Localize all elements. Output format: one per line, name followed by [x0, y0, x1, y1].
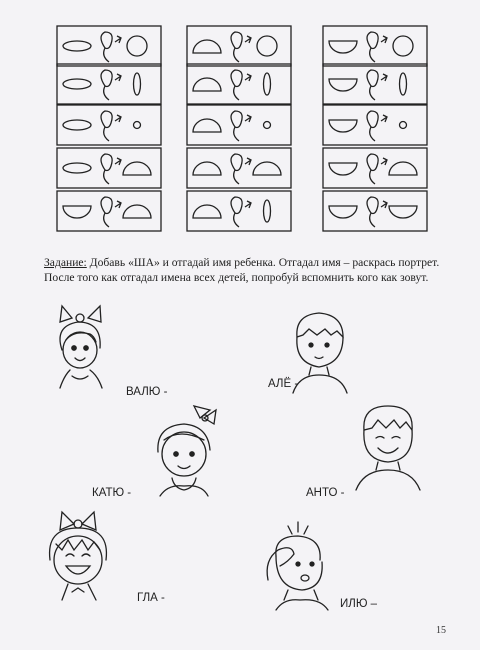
- dome-shape: [193, 119, 221, 132]
- grid-cell: [57, 26, 161, 66]
- ellipse-v-shape: [264, 200, 271, 222]
- balloon-shape: [367, 111, 378, 141]
- girl-portrait-katyusha: [150, 404, 230, 500]
- grid-cell: [323, 148, 427, 188]
- dome-shape: [193, 78, 221, 91]
- task-line-2: После того как отгадал имена всех детей, попробуй вспомнить кого как зовут.: [44, 271, 429, 284]
- dome-shape: [123, 162, 151, 175]
- name-anto: АНТО -: [306, 487, 345, 499]
- girl-bow-portrait: [50, 300, 130, 392]
- grid-cell: [57, 191, 161, 231]
- name-gla: ГЛА -: [137, 592, 165, 604]
- balloon-shape: [101, 197, 112, 227]
- balloon-shape: [367, 197, 378, 227]
- dot-shape: [134, 122, 141, 129]
- ellipse-h-shape: [63, 41, 91, 51]
- dome-shape: [123, 205, 151, 218]
- balloon-shape: [231, 32, 242, 62]
- ellipse-v-shape: [134, 73, 141, 95]
- arrow-shape: [115, 74, 121, 81]
- bowl-shape: [329, 79, 357, 91]
- balloon-shape: [231, 111, 242, 141]
- arrow-shape: [115, 158, 121, 165]
- circle-shape: [257, 36, 277, 56]
- balloon-shape: [367, 32, 378, 62]
- arrow-shape: [245, 74, 251, 81]
- grid-cell: [323, 64, 427, 104]
- balloon-shape: [101, 70, 112, 100]
- grid-cell: [323, 26, 427, 66]
- arrow-shape: [245, 158, 251, 165]
- dome-shape: [253, 162, 281, 175]
- grid-cell: [57, 105, 161, 145]
- circle-shape: [393, 36, 413, 56]
- name-valyu: ВАЛЮ -: [126, 386, 168, 398]
- arrow-shape: [115, 115, 121, 122]
- bowl-shape: [329, 41, 357, 53]
- ellipse-v-shape: [400, 73, 407, 95]
- bowl-shape: [389, 206, 417, 218]
- dot-shape: [400, 122, 407, 129]
- grid-cell: [187, 26, 291, 66]
- arrow-shape: [381, 74, 387, 81]
- boy-portrait-antosha: [350, 400, 428, 492]
- balloon-shape: [367, 154, 378, 184]
- name-ilyu: ИЛЮ –: [340, 598, 378, 610]
- task-label: Задание:: [44, 256, 87, 269]
- bowl-shape: [329, 163, 357, 175]
- bowl-shape: [329, 206, 357, 218]
- arrow-shape: [381, 115, 387, 122]
- grid-cell: [187, 191, 291, 231]
- balloon-shape: [101, 154, 112, 184]
- name-alyo: АЛЁ -: [268, 378, 299, 390]
- grid-cell: [323, 191, 427, 231]
- dome-shape: [193, 162, 221, 175]
- balloon-shape: [367, 70, 378, 100]
- ellipse-h-shape: [63, 79, 91, 89]
- arrow-shape: [381, 158, 387, 165]
- ellipse-h-shape: [63, 120, 91, 130]
- circle-shape: [127, 36, 147, 56]
- dot-shape: [264, 122, 271, 129]
- arrow-shape: [245, 201, 251, 208]
- grid-cell: [57, 64, 161, 104]
- arrow-shape: [115, 36, 121, 43]
- dome-shape: [389, 162, 417, 175]
- task-text: [44, 255, 454, 285]
- page-number: 15: [436, 625, 446, 636]
- balloon-shape: [231, 154, 242, 184]
- bowl-shape: [329, 120, 357, 132]
- bowl-shape: [63, 206, 91, 218]
- name-katyu: КАТЮ -: [92, 487, 132, 499]
- balloon-shape: [101, 32, 112, 62]
- shape-grid: [0, 0, 480, 250]
- boy-portrait-ilyusha: [258, 520, 348, 612]
- ellipse-v-shape: [264, 73, 271, 95]
- balloon-shape: [231, 197, 242, 227]
- arrow-shape: [245, 36, 251, 43]
- balloon-shape: [231, 70, 242, 100]
- dome-shape: [193, 40, 221, 53]
- arrow-shape: [381, 36, 387, 43]
- ellipse-h-shape: [63, 163, 91, 173]
- grid-cell: [323, 105, 427, 145]
- grid-cell: [187, 148, 291, 188]
- grid-cell: [187, 105, 291, 145]
- balloon-shape: [101, 111, 112, 141]
- girl-portrait-glasha: [44, 510, 124, 602]
- grid-cell: [187, 64, 291, 104]
- arrow-shape: [381, 201, 387, 208]
- grid-cell: [57, 148, 161, 188]
- task-line-1: Добавь «ША» и отгадай имя ребенка. Отгадал имя – раскрась портрет.: [86, 256, 440, 269]
- arrow-shape: [115, 201, 121, 208]
- dome-shape: [193, 205, 221, 218]
- arrow-shape: [245, 115, 251, 122]
